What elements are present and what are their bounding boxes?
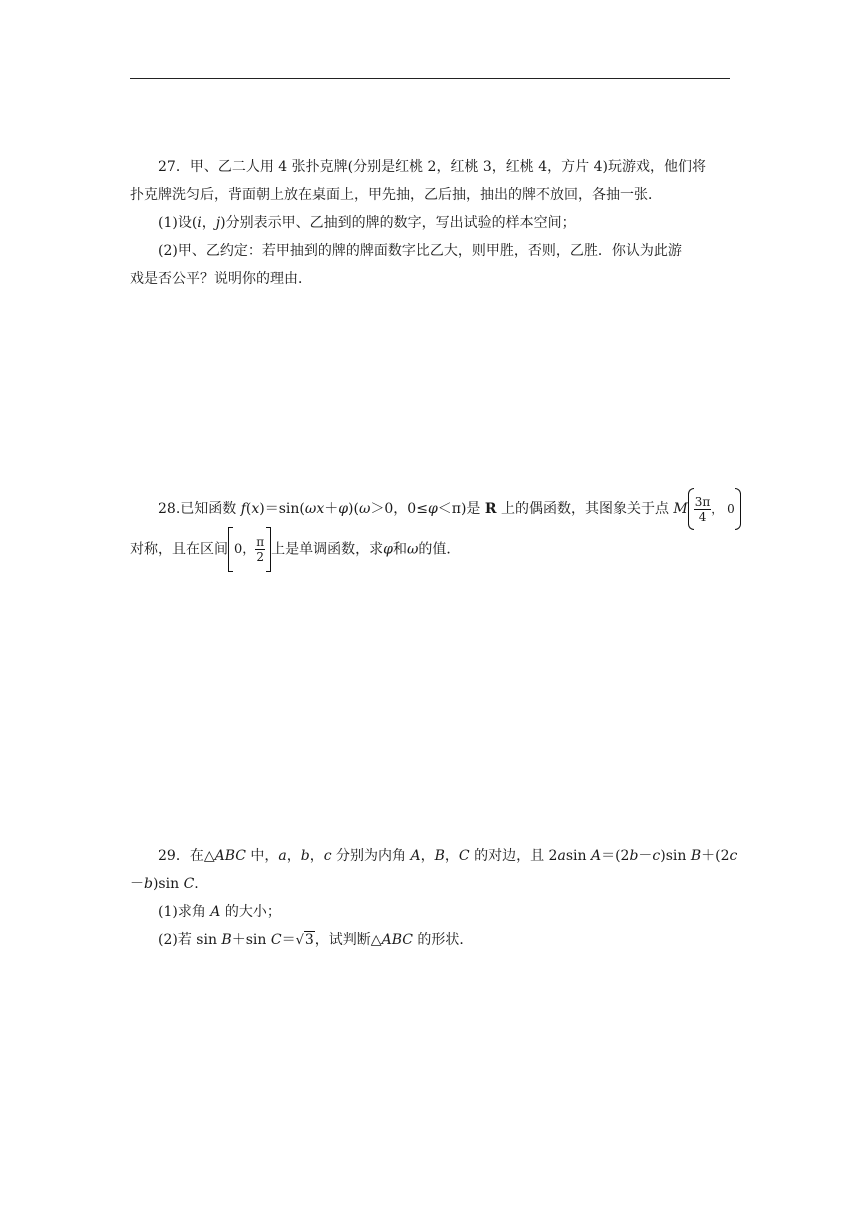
header-rule bbox=[130, 78, 730, 79]
interval-bracket: 0， $\frac{\pi}{2}$ bbox=[228, 526, 271, 573]
problem-29-line-1: 29．在△ABC 中，a，b，c 分别为内角 A，B，C 的对边，且 2asin A＝(2b－c)sin B＋(2c bbox=[158, 848, 738, 864]
point-m-coordinates: $\frac{3\pi}{4}$ ， 0 bbox=[688, 486, 741, 532]
problem-28-line-2: 对称，且在区间 0， $\frac{\pi}{2}$ 上是单调函数，求φ和ω的值． bbox=[130, 526, 730, 573]
interval-denominator: 2 bbox=[256, 549, 265, 564]
problem-29-question-1: (1)求角 A 的大小； bbox=[158, 904, 281, 920]
problem-27 bbox=[130, 153, 730, 293]
problem-27-question-1: (1)设(i，j)分别表示甲、乙抽到的牌的数字，写出试验的样本空间； bbox=[158, 215, 576, 231]
problem-27-question-2-line-1: (2)甲、乙约定：若甲抽到的牌的牌面数字比乙大，则甲胜，否则，乙胜．你认为此游 bbox=[158, 243, 682, 259]
square-root: √3 bbox=[295, 932, 314, 948]
problem-29-line-2: －b)sin C. bbox=[130, 876, 199, 892]
interval-numerator: π bbox=[256, 534, 265, 549]
problem-29-question-2: (2)若 sin B＋sin C＝√3，试判断△ABC 的形状． bbox=[130, 926, 730, 955]
problem-27-line-1: 27．甲、乙二人用 4 张扑克牌(分别是红桃 2，红桃 3，红桃 4，方片 4)玩游戏，他们将 bbox=[158, 159, 706, 175]
point-m-denominator: 4 bbox=[698, 509, 707, 524]
radical-sign-icon: √ bbox=[295, 933, 304, 948]
point-m-numerator: 3π bbox=[694, 494, 711, 509]
problem-29 bbox=[130, 842, 738, 955]
problem-27-question-2-line-2: 戏是否公平？说明你的理由． bbox=[130, 271, 312, 287]
problem-28-line-1: 28.已知函数 f(x)＝sin(ωx＋φ)(ω＞0，0≤φ＜π)是 R 上的偶函数，其图象关于点 M $\frac{3\pi}{4}$ ， 0 bbox=[130, 486, 730, 532]
problem-27-line-2: 扑克牌洗匀后，背面朝上放在桌面上，甲先抽，乙后抽，抽出的牌不放回，各抽一张． bbox=[130, 187, 662, 203]
problem-28 bbox=[130, 486, 735, 573]
